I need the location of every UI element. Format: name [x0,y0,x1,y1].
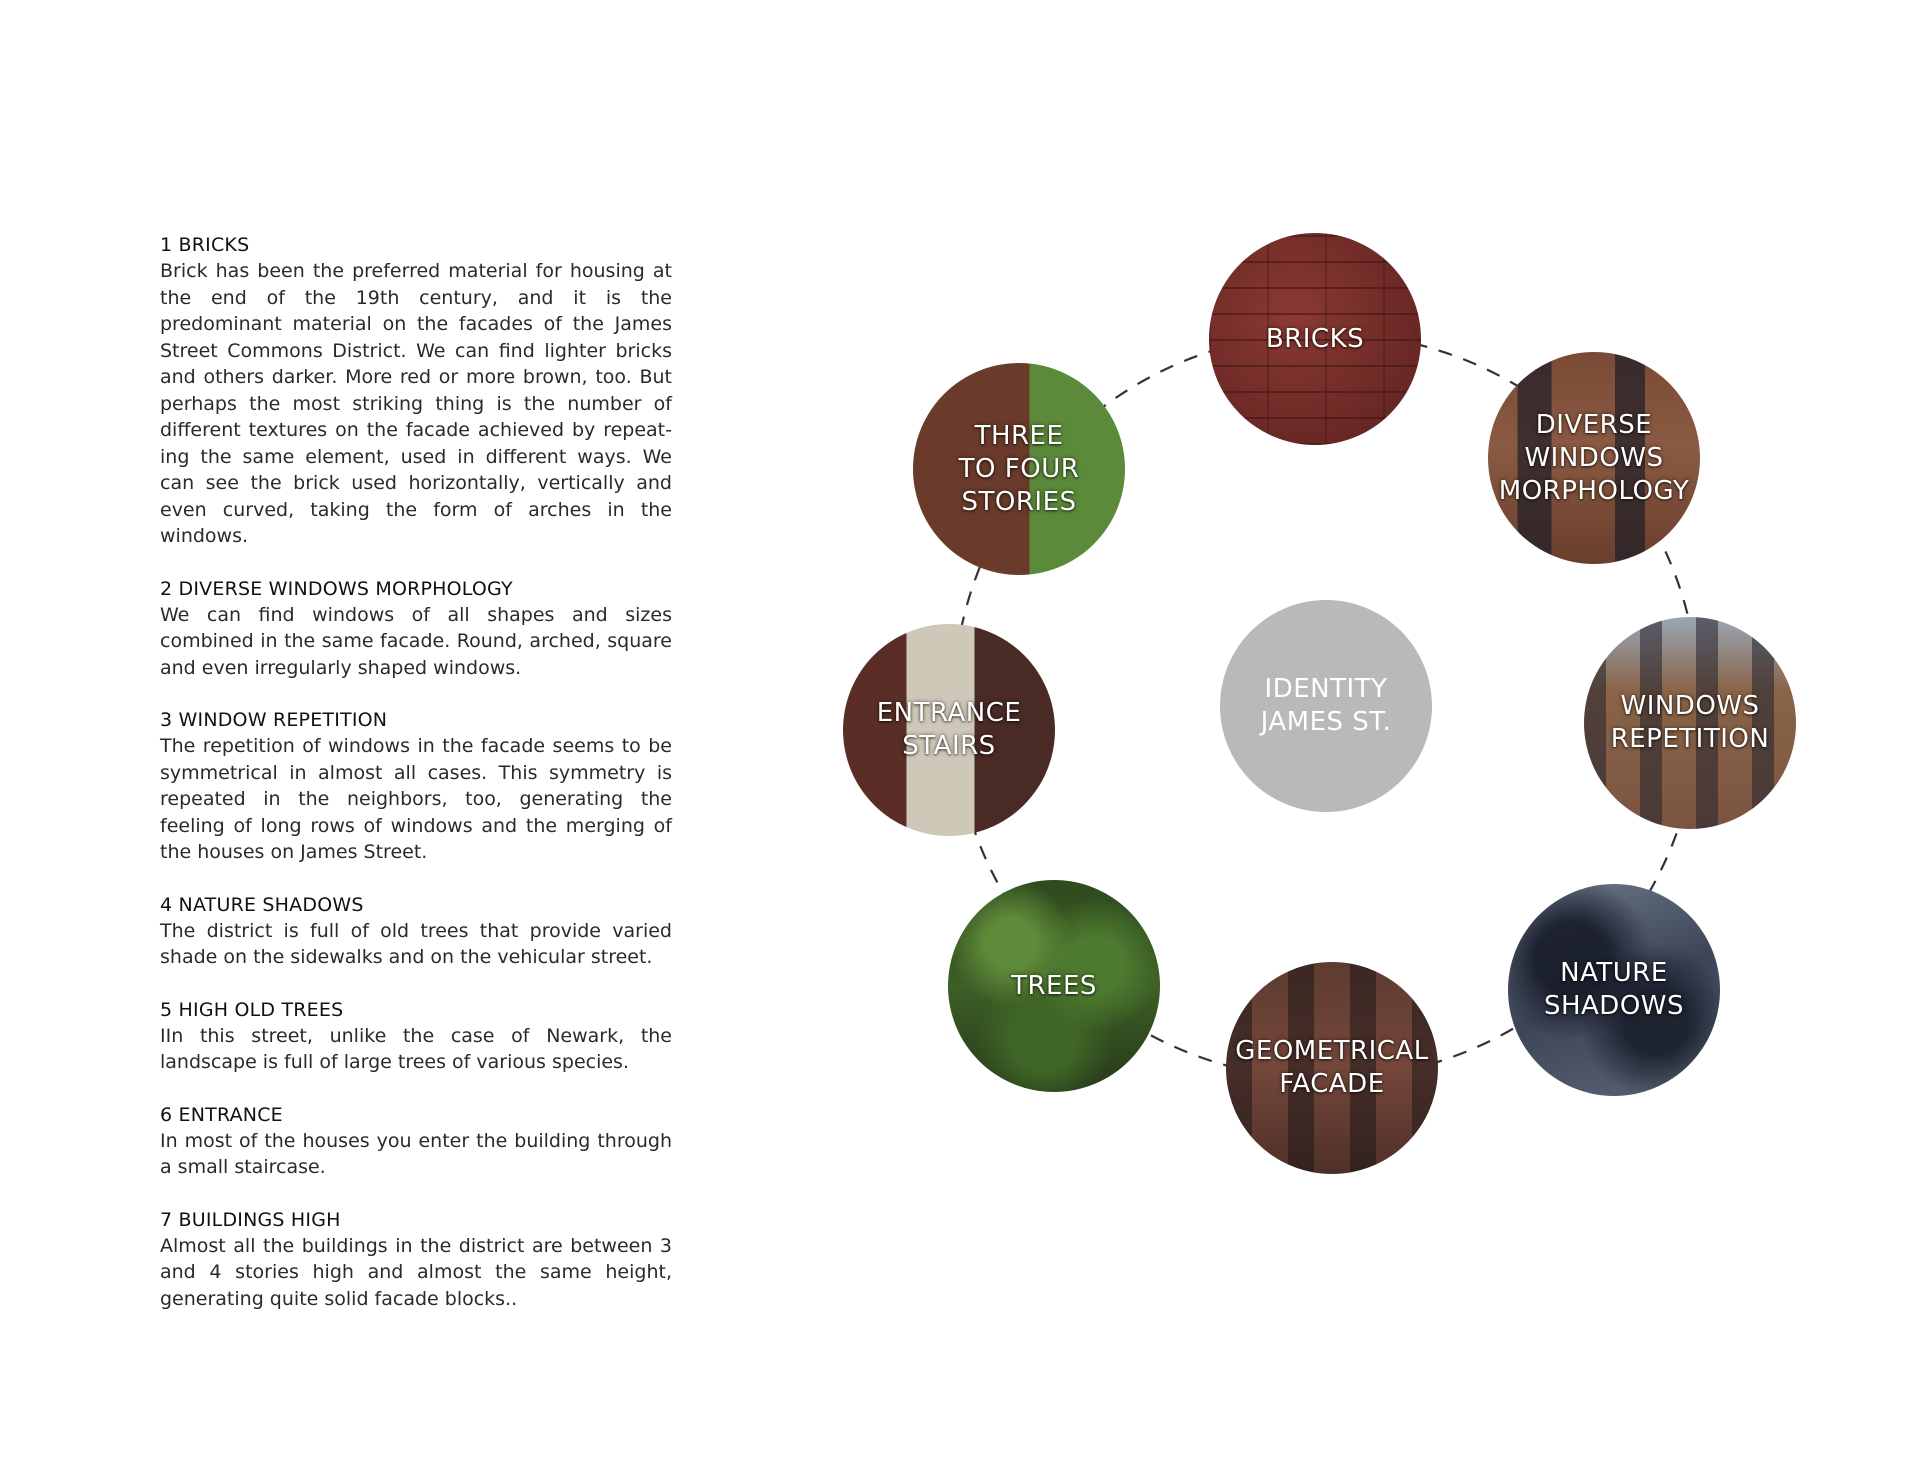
section-heading: 7 BUILDINGS HIGH [160,1208,341,1231]
section-heading: 2 DIVERSE WINDOWS MORPHOLOGY [160,577,513,600]
node-trees [948,880,1160,1092]
section-heading: 6 ENTRANCE [160,1103,283,1126]
node-label: THREE TO FOUR STORIES [958,420,1080,517]
node-label: WINDOWS REPETITION [1610,691,1770,754]
section-heading: 1 BRICKS [160,234,250,256]
node-diverse-windows-morphology [1488,352,1700,564]
center-node-identity [1220,600,1432,812]
node-label: TREES [1011,970,1097,1001]
section-heading: 3 WINDOW REPETITION [160,709,388,731]
section-body: Almost all the buildings in the district are between 3 and 4 stories high and almost the same height, generating quite solid facade blocks.. [160,1234,672,1310]
node-label: ENTRANCE STAIRS [876,698,1022,761]
node-windows-repetition [1584,617,1796,829]
section-body: We can find windows of all shapes and sizes combined in the same facade. Round, arched, square and even irregularly shaped windows. [160,603,672,679]
section-body: The repetition of windows in the facade seems to be symmetrical in almost all cases. This symmetry is repeated in the neighbors, too, generating the feeling of long rows of windows and the merging of the houses on James Street. [160,735,672,863]
node-bricks [1209,233,1421,445]
node-label: GEOMETRICAL FACADE [1235,1036,1429,1099]
node-label: NATURE SHADOWS [1543,958,1685,1021]
node-label: DIVERSE WINDOWS MORPHOLOGY [1498,409,1690,506]
node-entrance-stairs [843,624,1055,836]
section-body: Brick has been the preferred material for housing at the end of the 19th century, and it is the predominant material on the facades of the James Street Commons District. We can find lighter bricks and others darker. More red or more brown, too. But perhaps the most striking thing is the number of different textures on the facade achieved by repeat-ing the same element, used in different ways. We can see the brick used horizontally, vertically and even curved, taking the form of arches in the windows. [160,260,672,547]
section-body: The district is full of old trees that provide varied shade on the sidewalks and on the vehicular street. [160,919,672,968]
node-geometrical-facade [1226,962,1438,1174]
node-label: BRICKS [1265,323,1365,354]
node-nature-shadows [1508,884,1720,1096]
center-node-label: IDENTITY JAMES ST. [1260,674,1392,737]
section-heading: 5 HIGH OLD TREES [160,998,344,1021]
section-body: IIn this street, unlike the case of Newark, the landscape is full of large trees of various species. [160,1024,672,1073]
node-three-to-four-stories [913,363,1125,575]
section-heading: 4 NATURE SHADOWS [160,893,364,916]
section-body: In most of the houses you enter the building through a small staircase. [160,1129,672,1178]
